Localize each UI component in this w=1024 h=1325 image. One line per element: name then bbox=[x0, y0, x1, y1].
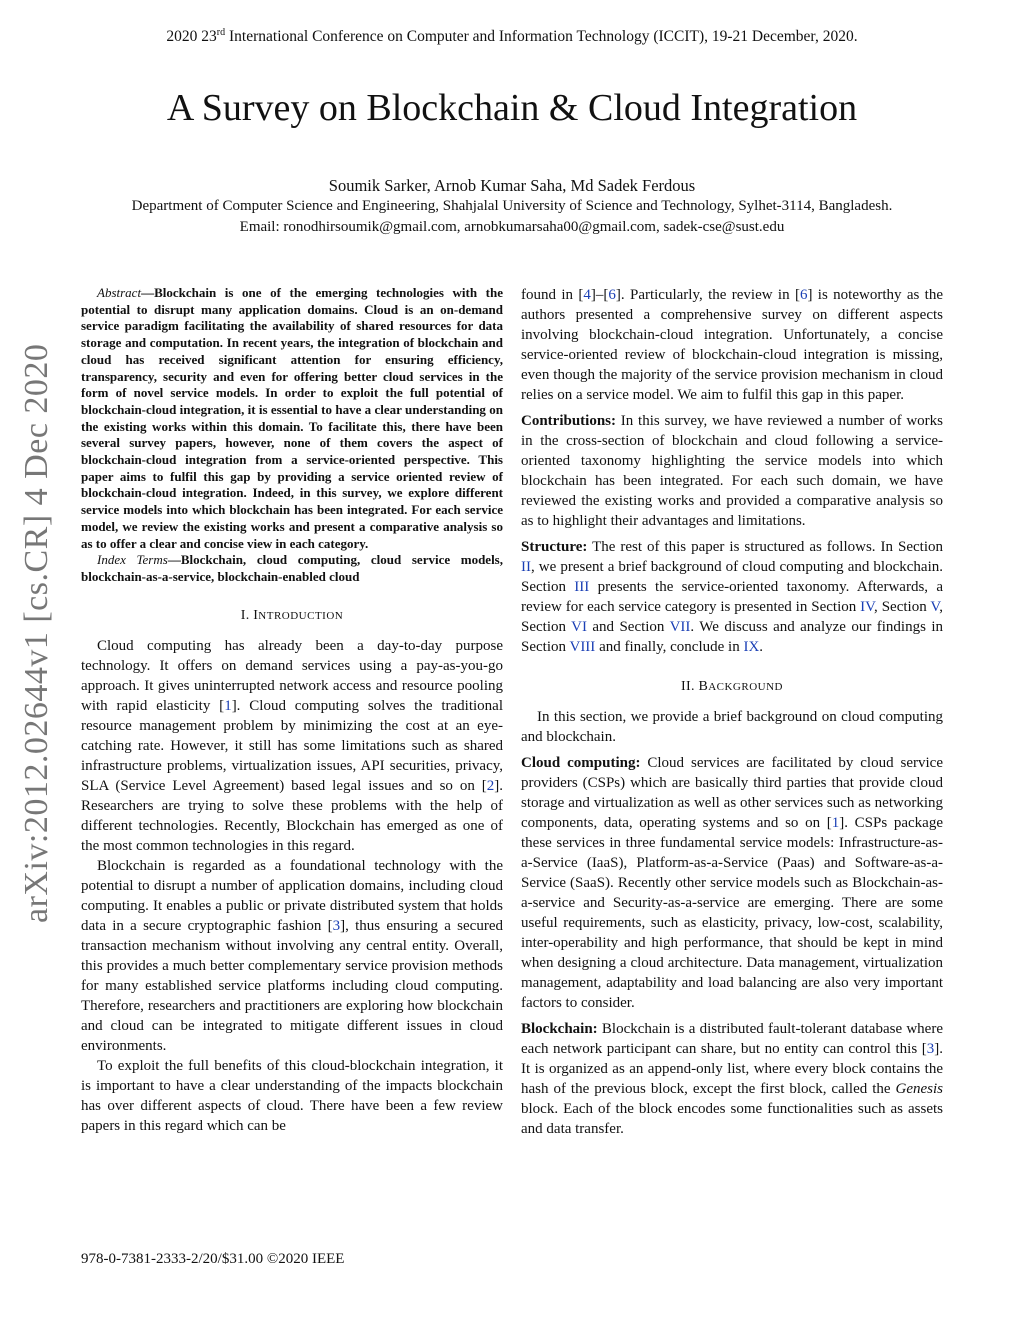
citation-link[interactable]: 3 bbox=[926, 1041, 935, 1057]
section-heading-introduction: I. INTRODUCTION bbox=[240, 607, 344, 623]
citation-link[interactable]: 6 bbox=[608, 287, 616, 303]
citation-link[interactable]: 2 bbox=[486, 777, 495, 794]
section-link[interactable]: VI bbox=[571, 619, 587, 635]
section-link[interactable]: IX bbox=[743, 639, 760, 655]
paper-title: A Survey on Blockchain & Cloud Integration bbox=[166, 87, 858, 129]
section-link[interactable]: II bbox=[521, 559, 531, 575]
authors: Soumik Sarker, Arnob Kumar Saha, Md Sadek Ferdous bbox=[328, 176, 696, 195]
citation-link[interactable]: 1 bbox=[831, 815, 840, 831]
author-emails: Email: ronodhirsoumik@gmail.com, arnobkumarsaha00@gmail.com, sadek-cse@sust.edu bbox=[239, 219, 785, 235]
citation-link[interactable]: 1 bbox=[224, 697, 232, 714]
cloud-computing-paragraph: Cloud computing: Cloud services are facilitated by cloud service providers (CSPs) which are basically third parties that provide cloud storage and virtualization as well as other services such as networking components, data, operating systems and so on [1]. CSPs package these services in three fundamental service models: Infrastructure-as-a-Service (IaaS), Platform-as-a-Service (Paas) and Software-as-a-Service (SaaS). Recently other service models such as Blockchain-as-a-service and Security-as-a-service are emerging. There are some useful requirements, such as elasticity, privacy, low-cost, scalability, inter-operability and high performance, that should be kept in mind when designing a cloud architecture. Data management, virtualization management, adaptability and load balancing are also very important factors to consider. bbox=[521, 755, 943, 1011]
intro-paragraph-1: Cloud computing has already been a day-to-day purpose technology. It offers on demand services using a pay-as-you-go approach. It gives uninterrupted network access and resource pooling with rapid elasticity [1]. Cloud computing solves the traditional resource management problem by minimizing the cost at an eye-catching rate. However, it still has some limitations such as shared infrastructure problems, virtualization issues, API securities, privacy, SLA (Service Level Agreement) based legal issues and so on [2]. Researchers are trying to solve these problems with the help of different technologies. Recently, Blockchain has emerged as one of the most common technologies in this regard. bbox=[81, 637, 503, 854]
structure-paragraph: Structure: The rest of this paper is structured as follows. In Section II, we present a brief background of cloud computing and blockchain. Section III presents the service-oriented taxonomy. Afterwards, a review for each service category is presented in Section IV, Section V, Section VI and Section VII. We discuss and analyze our findings in Section VIII and finally, conclude in IX. bbox=[521, 539, 943, 655]
section-link[interactable]: VII bbox=[669, 619, 691, 635]
section-link[interactable]: VIII bbox=[569, 639, 596, 655]
blockchain-paragraph: Blockchain: Blockchain is a distributed fault-tolerant database where each network participant can share, but no entity can control this [3]. It is organized as an append-only list, where every block contains the hash of the previous block, except the first block, called the Genesis block. Each of the block encodes some functionalities such as assets and data transfer. bbox=[521, 1021, 943, 1137]
citation-link[interactable]: 4 bbox=[583, 287, 591, 303]
background-intro: In this section, we provide a brief background on cloud computing and blockchain. bbox=[521, 709, 943, 745]
abstract: Abstract—Blockchain is one of the emerging technologies with the potential to disrupt many application domains. Cloud is an on-demand service paradigm facilitating the availability of shared resources for data storage and computation. In recent years, the integration of blockchain and cloud has received significant attention for ensuring efficiency, transparency, security and even for offering better cloud services in the form of novel service models. In order to exploit the full potential of blockchain-cloud integration, it is essential to have a clear understanding on the existing works within this domain. To facilitate this, there have been several survey papers, however, none of them covers the aspect of blockchain-cloud integration from a service-oriented perspective. This paper aims to fulfil this gap by providing a service oriented review of blockchain-cloud integration. Indeed, in this survey, we explore different service models into which blockchain has been integrated. For each service model, we review the existing works and present a comparative analysis so as to offer a clear and concise view in each category. bbox=[81, 285, 503, 551]
citation-link[interactable]: 6 bbox=[799, 287, 808, 303]
section-heading-background: II. BACKGROUND bbox=[681, 679, 783, 694]
right-column bbox=[521, 285, 943, 1139]
conference-header: 2020 23rd International Conference on Computer and Information Technology (ICCIT), 19-21 December, 2020. bbox=[166, 27, 858, 46]
index-terms: Index Terms—Blockchain, cloud computing, cloud service models, blockchain-as-a-service, blockchain-enabled cloud bbox=[81, 552, 503, 584]
contributions-paragraph: Contributions: In this survey, we have reviewed a number of works in the cross-section of blockchain and cloud following a service-oriented taxonomy highlighting the service models into which blockchain has been integrated. For each such domain, we have reviewed the existing works and provided a comparative analysis so as to highlight their advantages and limitations. bbox=[521, 413, 943, 529]
intro-paragraph-2: Blockchain is regarded as a foundational technology with the potential to disrupt a number of application domains, including cloud computing. It enables a public or private distributed system that holds data in a secure cryptographic fashion [3], thus ensuring a secured transaction mechanism without involving any central entity. Overall, this provides a much better complementary service provision methods for many established service platforms including cloud computing. Therefore, researchers and practitioners are exploring how blockchain and cloud can be integrated to mitigate different issues in cloud environments. bbox=[81, 857, 503, 1054]
section-link[interactable]: V bbox=[930, 599, 940, 615]
left-column bbox=[81, 285, 503, 1136]
intro-paragraph-continued: found in [4]–[6]. Particularly, the review in [6] is noteworthy as the authors presented a comprehensive survey on different aspects involving blockchain-cloud integration. Unfortunately, a concise service-oriented review of blockchain-cloud integration is missing, even though the majority of the service provision mechanism in cloud relies on a service model. We aim to fulfil this gap in this paper. bbox=[521, 287, 944, 403]
section-link[interactable]: IV bbox=[860, 599, 875, 615]
citation-link[interactable]: 3 bbox=[332, 917, 341, 934]
copyright-footer: 978-0-7381-2333-2/20/$31.00 ©2020 IEEE bbox=[81, 1251, 345, 1267]
intro-paragraph-3: To exploit the full benefits of this cloud-blockchain integration, it is important to have a clear understanding of the impacts blockchain has over different aspects of cloud. There have been a few review papers in this regard which can be bbox=[81, 1057, 503, 1134]
arxiv-stamp: arXiv:2012.02644v1 [cs.CR] 4 Dec 2020 bbox=[18, 343, 55, 923]
affiliation: Department of Computer Science and Engineering, Shahjalal University of Science and Technology, Sylhet-3114, Bangladesh. bbox=[131, 198, 893, 214]
section-link[interactable]: III bbox=[574, 579, 590, 595]
